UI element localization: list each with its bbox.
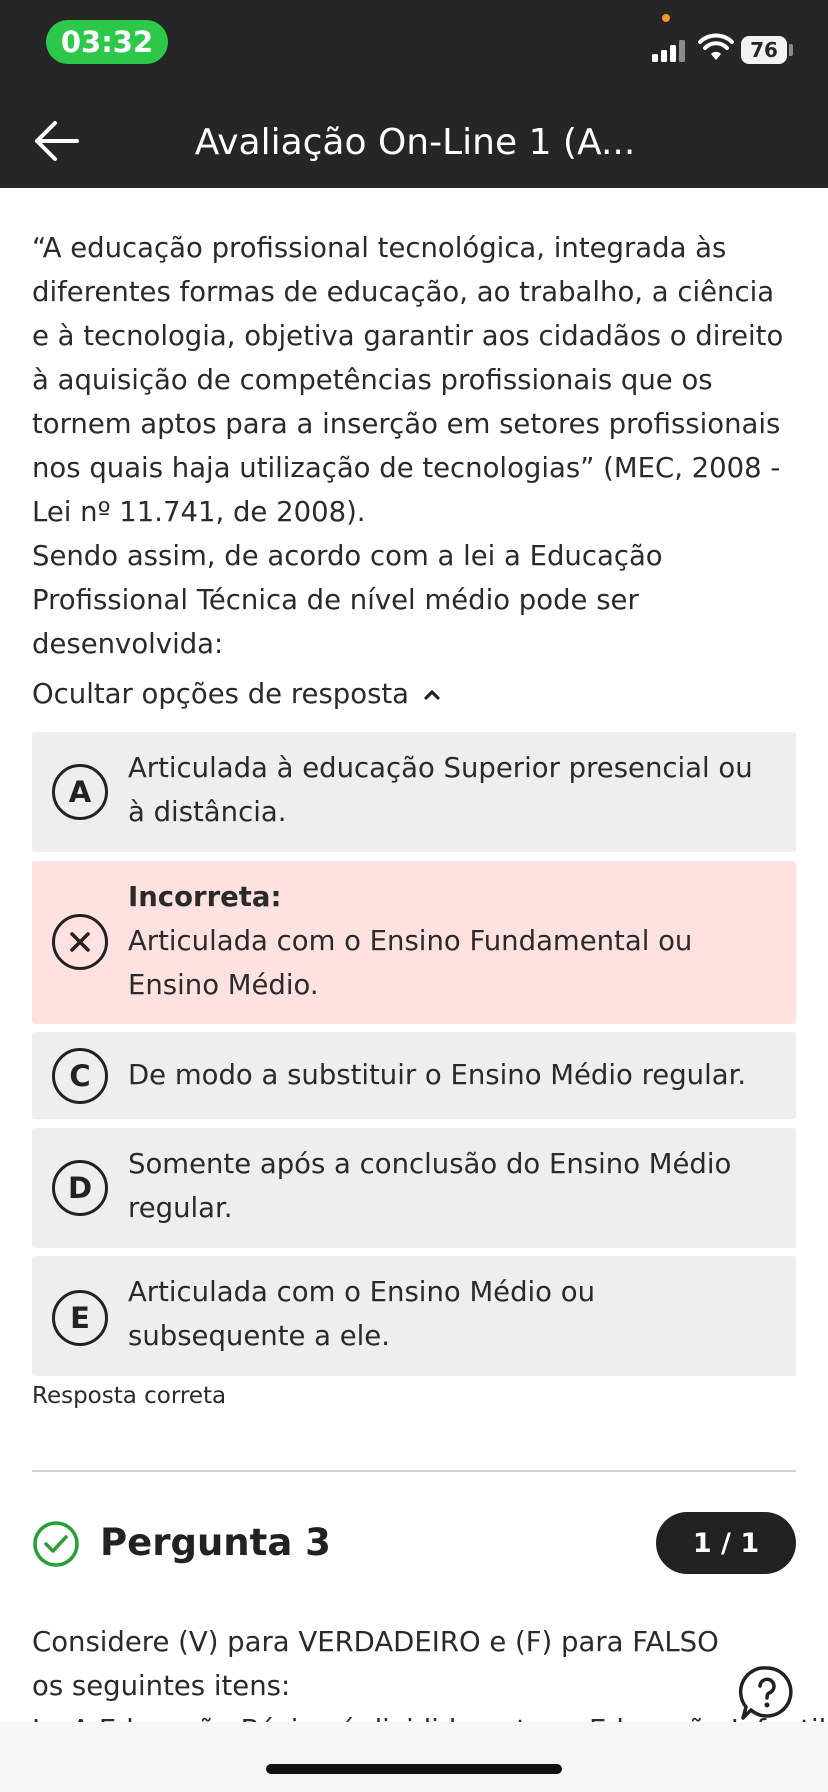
option-letter-badge: D — [52, 1160, 108, 1216]
option-letter-badge: A — [52, 764, 108, 820]
app-header — [0, 0, 828, 188]
question-item-partial — [32, 1708, 796, 1722]
option-text: Somente após a conclusão do Ensino Médio regular. — [128, 1148, 732, 1224]
question-paragraph: Sendo assim, de acordo com a lei a Educação Profissional Técnica de nível médio pode ser desenvolvida: — [32, 540, 663, 660]
incorrect-x-icon — [52, 914, 108, 970]
help-icon[interactable] — [738, 1664, 796, 1722]
answer-option-a[interactable] — [32, 732, 796, 852]
option-letter-badge: C — [52, 1048, 108, 1104]
option-status-label: Incorreta: — [128, 881, 282, 913]
battery-tip — [789, 44, 793, 56]
question-title: Pergunta 3 — [100, 1521, 331, 1564]
check-circle-icon — [32, 1520, 80, 1568]
option-text: Articulada com o Ensino Médio ou subsequente a ele. — [128, 1276, 596, 1352]
question-paragraph: “A educação profissional tecnológica, integrada às diferentes formas de educação, ao trabalho, a ciência e à tecnologia, objetiva garantir aos cidadãos o direito à aquisição de competências profissionais que os tornem aptos para a inserção em setores profissionais nos quais haja utilização de tecnologias” (MEC, 2008 - Lei nº 11.741, de 2008). — [32, 232, 784, 528]
chevron-up-icon — [423, 687, 441, 701]
bottom-safe-area — [0, 1722, 828, 1792]
battery-icon: 76 — [741, 36, 787, 64]
answer-option-d[interactable] — [32, 1128, 796, 1248]
back-button[interactable] — [28, 114, 84, 168]
hide-options-label: Ocultar opções de resposta — [32, 678, 410, 710]
option-letter-badge: E — [52, 1290, 108, 1346]
answer-option-b[interactable] — [32, 861, 796, 1024]
score-badge: 1 / 1 — [656, 1512, 796, 1574]
answer-option-c[interactable] — [32, 1032, 796, 1119]
status-time: 03:32 — [46, 20, 168, 64]
answer-option-e[interactable] — [32, 1256, 796, 1376]
page-title: Avaliação On-Line 1 (A... — [194, 122, 636, 163]
signal-icon — [652, 38, 690, 62]
arrow-left-icon — [31, 119, 81, 163]
wifi-icon — [698, 34, 734, 62]
privacy-indicator-dot — [662, 14, 670, 22]
question-statement: Considere (V) para VERDADEIRO e (F) para FALSO os seguintes itens: — [32, 1626, 719, 1702]
correct-answer-label: Resposta correta — [32, 1383, 227, 1409]
option-text-block — [128, 875, 776, 1007]
question-statement — [32, 226, 796, 666]
option-text: Articulada com o Ensino Fundamental ou Ensino Médio. — [128, 925, 693, 1001]
option-text: De modo a substituir o Ensino Médio regular. — [128, 1059, 747, 1091]
home-indicator[interactable] — [266, 1764, 562, 1774]
option-text: Articulada à educação Superior presencial ou à distância. — [128, 752, 753, 828]
section-divider — [32, 1470, 796, 1472]
hide-options-toggle[interactable] — [32, 672, 441, 716]
